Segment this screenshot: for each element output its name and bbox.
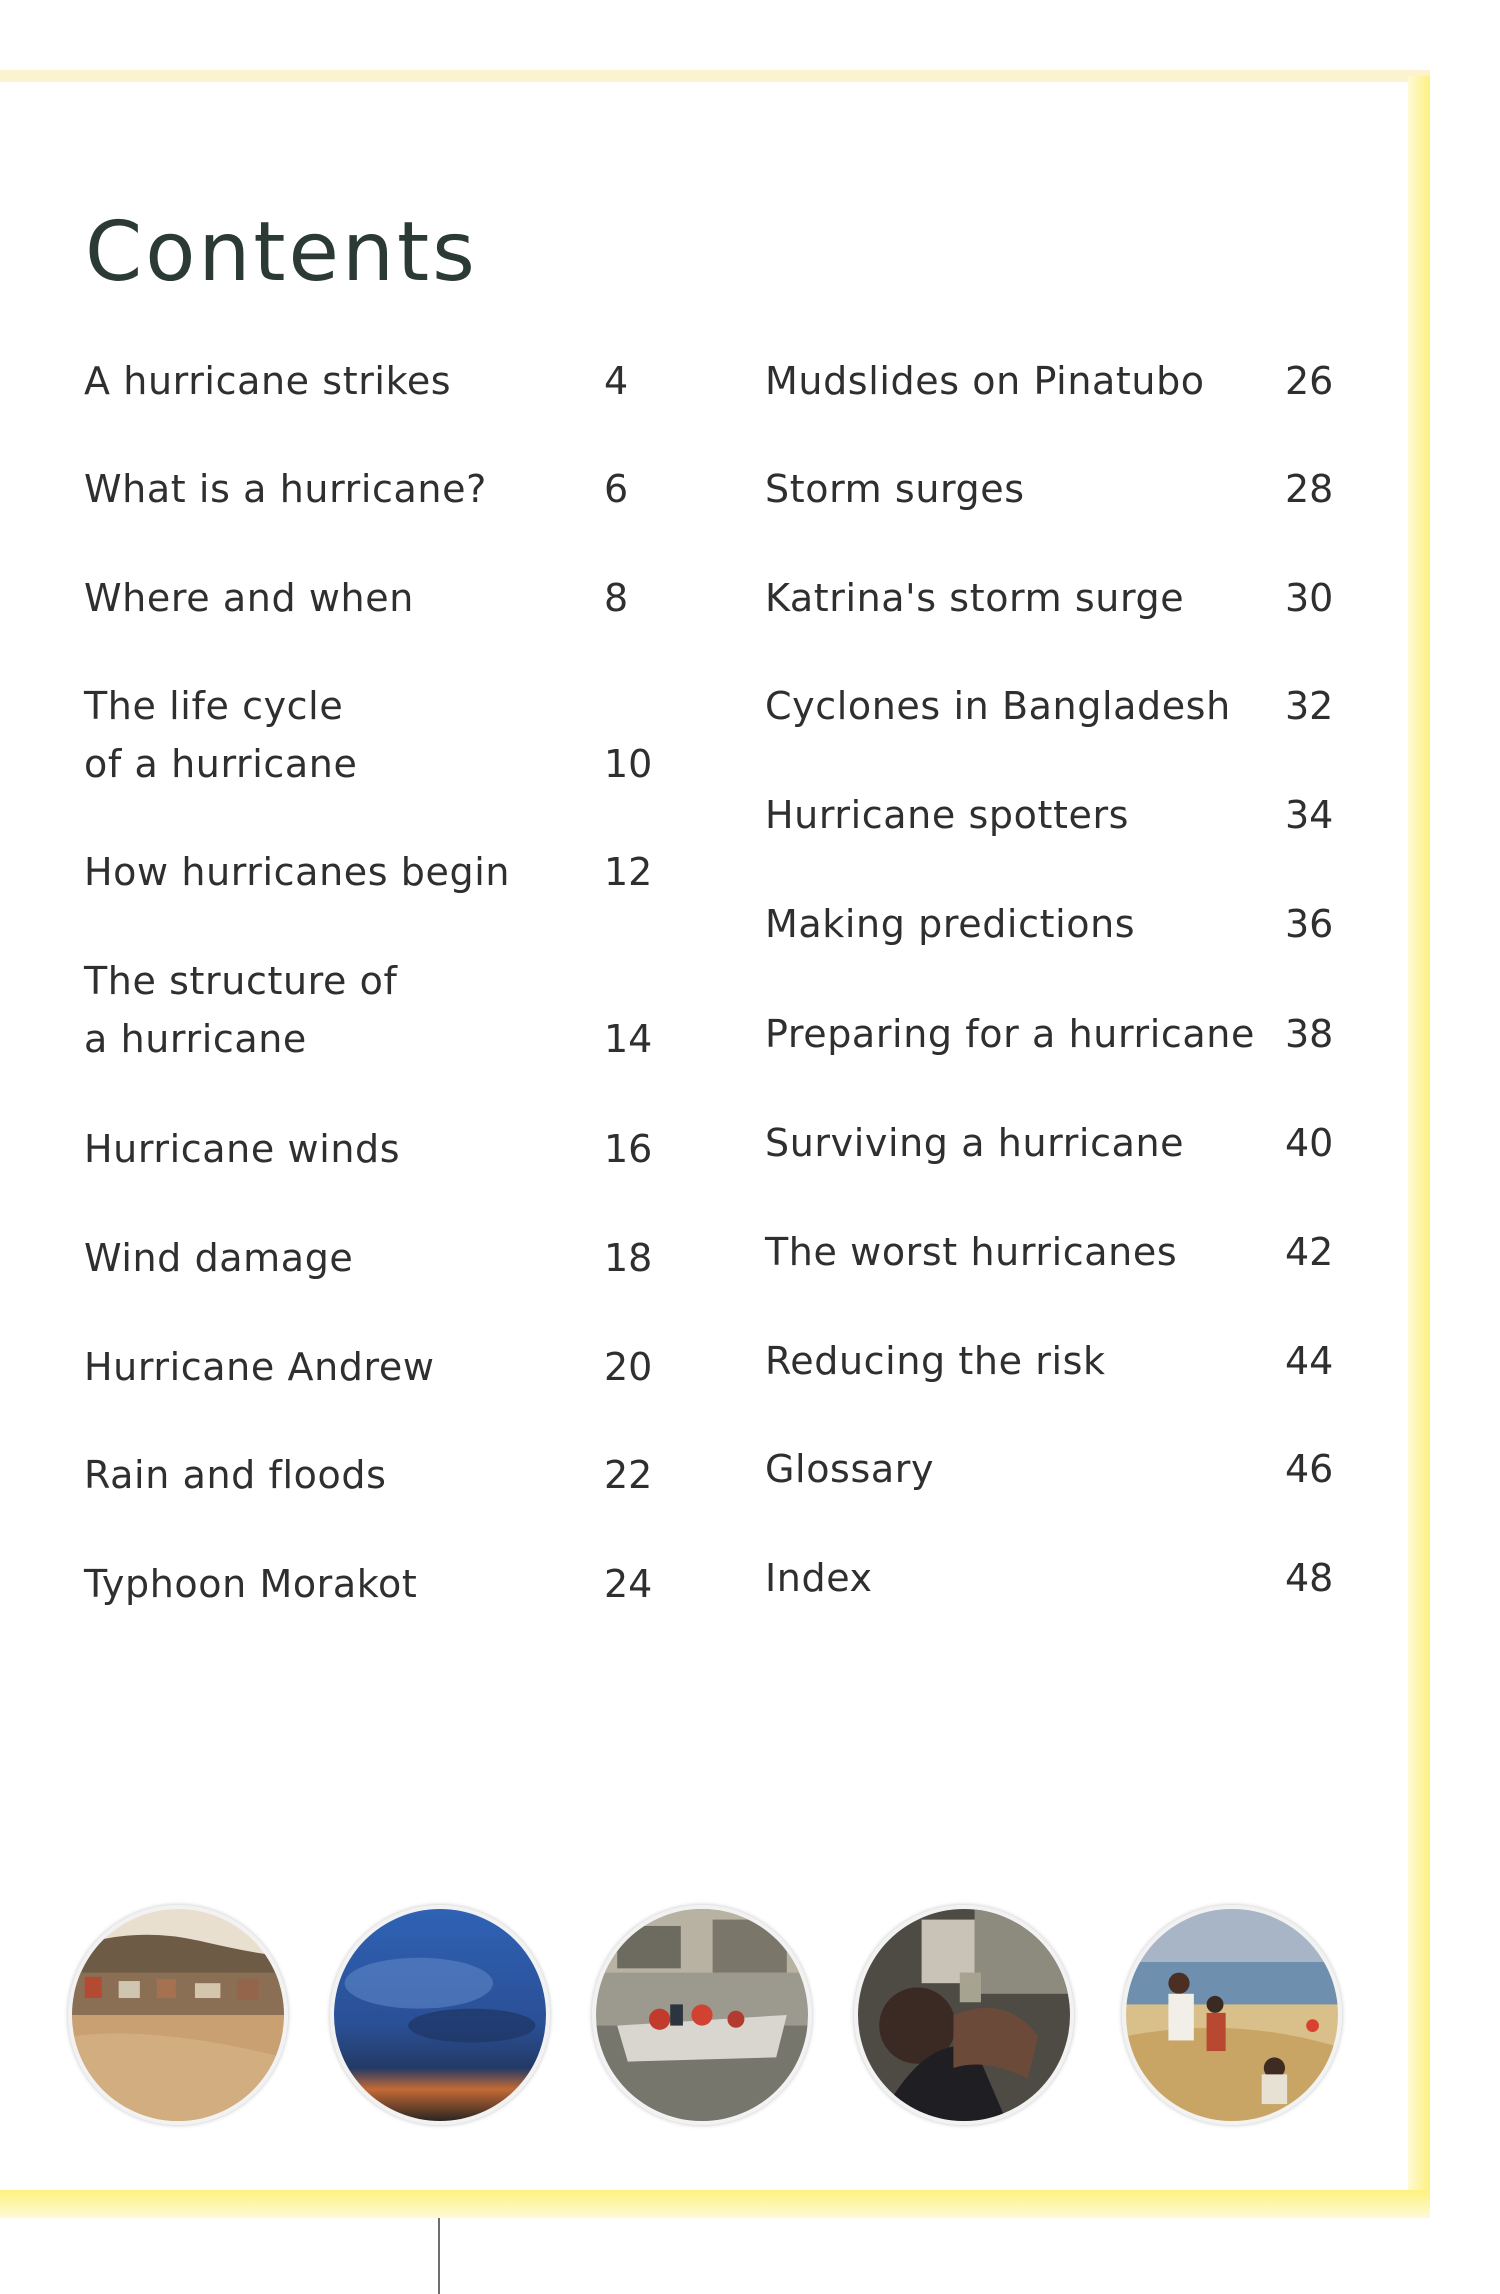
toc-entry-page: 42 <box>1285 1230 1334 1274</box>
storm-sky-photo <box>330 1905 550 2125</box>
toc-entry-page: 24 <box>604 1562 653 1606</box>
toc-entry-title: Where and when <box>84 576 414 620</box>
toc-entry-page: 22 <box>604 1453 653 1497</box>
toc-entry-title: Katrina's storm surge <box>765 576 1185 620</box>
mudslide-village-photo <box>68 1905 288 2125</box>
toc-entry-page: 36 <box>1285 902 1334 946</box>
toc-entry-page: 32 <box>1285 684 1334 728</box>
toc-entry-title: How hurricanes begin <box>84 850 511 894</box>
page-title: Contents <box>85 205 478 300</box>
toc-entry-page: 48 <box>1285 1556 1334 1600</box>
toc-entry-title: Typhoon Morakot <box>84 1562 418 1606</box>
flood-rescue-photo <box>592 1905 812 2125</box>
toc-entry-title: The structure of a hurricane <box>84 959 398 1061</box>
toc-left-column <box>84 0 654 1650</box>
toc-entry-title: Reducing the risk <box>765 1339 1106 1383</box>
page-bottom-edge <box>0 2190 1430 2218</box>
toc-entry-title: Mudslides on Pinatubo <box>765 359 1205 403</box>
toc-entry-title: Making predictions <box>765 902 1136 946</box>
toc-entry-title: Hurricane Andrew <box>84 1345 435 1389</box>
toc-entry-title: Hurricane winds <box>84 1127 401 1171</box>
toc-entry-page: 10 <box>604 742 653 786</box>
toc-entry-page: 44 <box>1285 1339 1334 1383</box>
toc-entry-page: 6 <box>604 467 629 511</box>
spotters-photo <box>854 1905 1074 2125</box>
toc-entry-title: Wind damage <box>84 1236 354 1280</box>
toc-entry-title: Rain and floods <box>84 1453 387 1497</box>
toc-entry-page: 4 <box>604 359 629 403</box>
toc-entry-page: 38 <box>1285 1012 1334 1056</box>
toc-entry-page: 40 <box>1285 1121 1334 1165</box>
toc-entry-page: 14 <box>604 1017 653 1061</box>
toc-entry-page: 46 <box>1285 1447 1334 1491</box>
toc-entry-title: Index <box>765 1556 873 1600</box>
toc-entry-page: 26 <box>1285 359 1334 403</box>
toc-entry-title: Surviving a hurricane <box>765 1121 1185 1165</box>
toc-entry-title: Glossary <box>765 1447 935 1491</box>
toc-entry-title: Preparing for a hurricane <box>765 1012 1255 1056</box>
toc-entry-page: 20 <box>604 1345 653 1389</box>
toc-entry-title: The life cycle of a hurricane <box>84 684 358 786</box>
toc-entry-title: A hurricane strikes <box>84 359 452 403</box>
fold-mark <box>438 2218 440 2294</box>
toc-entry-title: Hurricane spotters <box>765 793 1130 837</box>
toc-entry-title: The worst hurricanes <box>765 1230 1178 1274</box>
page-right-edge <box>1408 76 1430 2210</box>
toc-entry-page: 16 <box>604 1127 653 1171</box>
toc-entry-title: What is a hurricane? <box>84 467 487 511</box>
toc-entry-page: 30 <box>1285 576 1334 620</box>
toc-entry-title: Cyclones in Bangladesh <box>765 684 1231 728</box>
toc-entry-page: 18 <box>604 1236 653 1280</box>
toc-right-column <box>765 0 1335 1650</box>
toc-entry-page: 8 <box>604 576 629 620</box>
toc-entry-title: Storm surges <box>765 467 1025 511</box>
toc-entry-page: 28 <box>1285 467 1334 511</box>
toc-entry-page: 34 <box>1285 793 1334 837</box>
survivors-photo <box>1122 1905 1342 2125</box>
toc-entry-page: 12 <box>604 850 653 894</box>
